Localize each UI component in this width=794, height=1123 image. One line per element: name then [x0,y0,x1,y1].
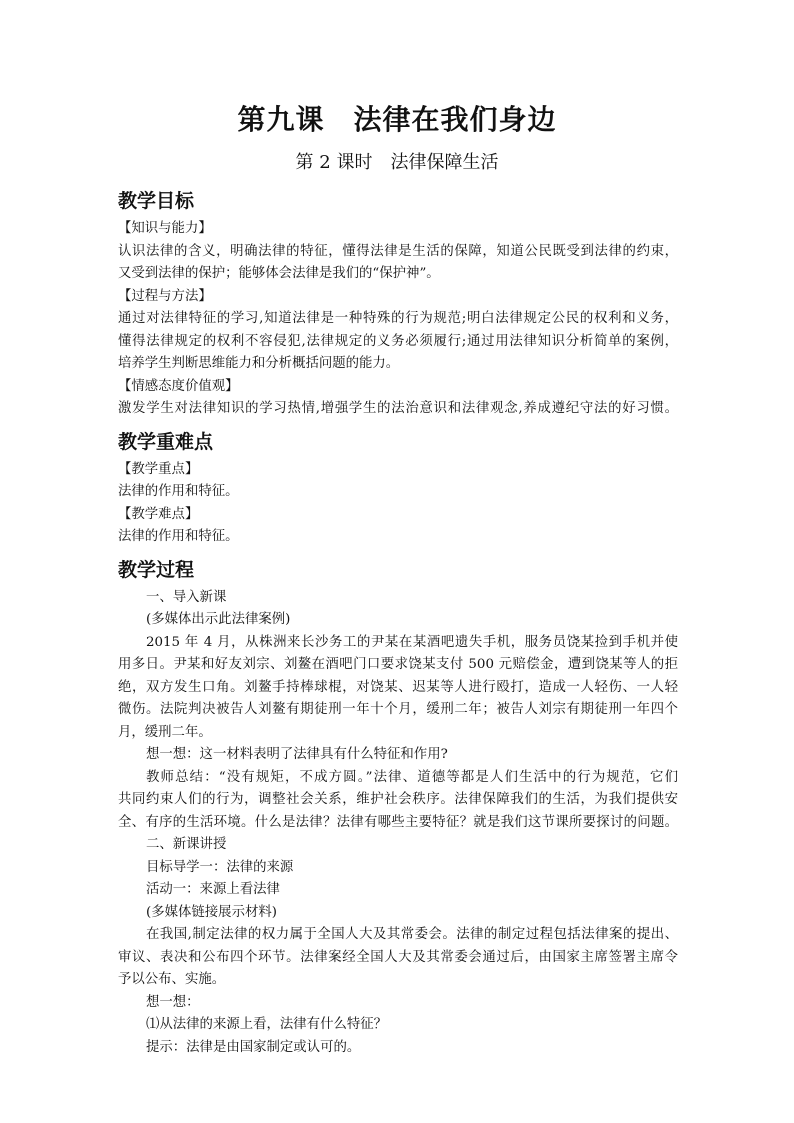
process-line: 培养学生判断思维能力和分析概括问题的能力。 [118,356,400,371]
process-text-line: 二、新课讲授 [146,837,227,852]
objectives-section [118,186,678,421]
emotion-label: 【情感态度价值观】 [118,378,239,394]
process-text-line: 想一想： [146,994,200,1010]
knowledge-line: 认识法律的含义，明确法律的特征，懂得法律是生活的保障，知道公民既受到法律的约束， [118,243,678,259]
process-text-line: 活动一：来源上看法律 [146,882,280,897]
process-text-line: 想一想：这一材料表明了法律具有什么特征和作用? [146,747,448,762]
emotion-line: 激发学生对法律知识的学习热情,增强学生的法治意识和法律观念,养成遵纪守法的好习惯。 [118,401,678,416]
process-label: 【过程与方法】 [118,288,212,304]
process-line: 通过对法律特征的学习,知道法律是一种特殊的行为规范;明白法律规定公民的权利和义务， [118,311,678,326]
focus-text: 法律的作用和特征。 [118,484,239,499]
focus-label: 【教学重点】 [118,461,199,477]
process-line: 懂得法律规定的权利不容侵犯,法律规定的义务必须履行;通过用法律知识分析简单的案例， [118,333,678,349]
process-text-line: 教师总结：“没有规矩，不成方圆。”法律、道德等都是人们生活中的行为规范，它们 [146,769,678,785]
knowledge-line: 又受到法律的保护；能够体会法律是我们的“保护神”。 [118,266,440,281]
process-text-line: 用多日。尹某和好友刘宗、刘鳌在酒吧门口要求饶某支付 500 元赔偿金，遭到饶某等人的拒 [118,657,678,672]
process-text-line: (多媒体出示此法律案例) [146,612,291,627]
knowledge-label: 【知识与能力】 [118,221,212,236]
process-text-line: ⑴从法律的来源上看，法律有什么特征？ [146,1017,388,1032]
process-paragraphs [118,587,678,1060]
process-text-line: 予以公布、实施。 [118,972,226,987]
process-text-line: 共同约束人们的行为，调整社会关系，维护社会秩序。法律保障我们的生活，为我们提供安 [118,792,678,807]
process-text-line: 审议、表决和公布四个环节。法律案经全国人大及其常委会通过后，由国家主席签署主席令 [118,949,678,965]
process-text-line: 目标导学一：法律的来源 [146,859,294,875]
difficulty-text: 法律的作用和特征。 [118,529,239,544]
objectives-heading: 教学目标 [118,190,195,212]
process-text-line: 一、导入新课 [146,589,227,605]
lesson-title: 第九课 法律在我们身边 [237,103,557,136]
process-text-line: 提示：法律是由国家制定或认可的。 [146,1039,361,1055]
process-text-line: 全、有序的生活环境。什么是法律？法律有哪些主要特征？就是我们这节课所要探讨的问题。 [118,814,678,830]
process-section [118,555,678,1060]
process-text-line: (多媒体链接展示材料) [146,904,277,920]
difficulty-label: 【教学难点】 [118,506,199,522]
process-text-line: 微伤。法院判决被告人刘鳌有期徒刑一年十个月，缓刑二年；被告人刘宗有期徒刑一年四个 [118,702,678,717]
process-text-line: 在我国,制定法律的权力属于全国人大及其常委会。法律的制定过程包括法律案的提出、 [146,927,678,942]
lesson-subtitle: 第 2 课时 法律保障生活 [295,152,499,173]
process-heading: 教学过程 [118,558,195,581]
key-points-section [118,427,678,549]
document-body [118,186,678,1059]
key-points-heading: 教学重难点 [118,430,214,453]
process-text-line: 2015 年 4 月，从株洲来长沙务工的尹某在某酒吧遗失手机，服务员饶某捡到手机并使 [146,634,678,650]
process-text-line: 月，缓刑二年。 [118,724,212,740]
process-text-line: 绝，双方发生口角。刘鳌手持棒球棍，对饶某、迟某等人进行殴打，造成一人轻伤、一人轻 [118,679,678,695]
